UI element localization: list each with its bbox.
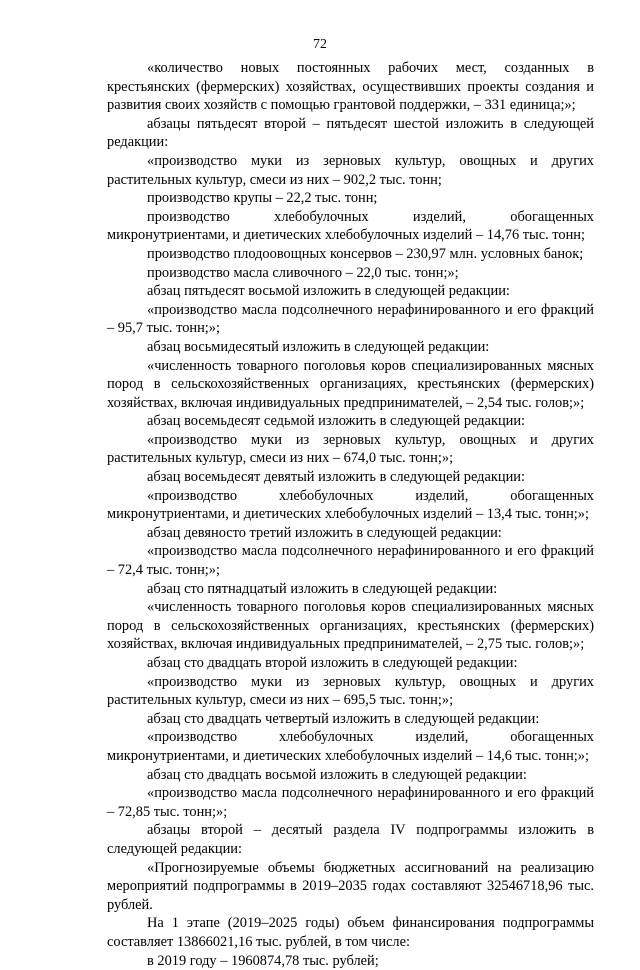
paragraph: На 1 этапе (2019–2025 годы) объем финансирования подпрограммы составляет 13866021,16 тыс. рублей, в том числе: [107,914,594,951]
paragraph: «количество новых постоянных рабочих мест, созданных в крестьянских (фермерских) хозяйствах, осуществивших проекты создания и развития своих хозяйств с помощью грантовой поддержки, – 331 единица;»; [107,59,594,115]
paragraph: абзац сто двадцать восьмой изложить в следующей редакции: [107,766,594,785]
paragraph: «производство масла подсолнечного нерафинированного и его фракций – 95,7 тыс. тонн;»; [107,301,594,338]
paragraph: «производство хлебобулочных изделий, обогащенных микронутриентами, и диетических хлебобулочных изделий – 13,4 тыс. тонн;»; [107,487,594,524]
paragraph: производство плодоовощных консервов – 230,97 млн. условных банок; [107,245,594,264]
paragraph: абзац восьмидесятый изложить в следующей редакции: [107,338,594,357]
page-number: 72 [0,37,640,53]
paragraph: «производство муки из зерновых культур, овощных и других растительных культур, смеси из них – 674,0 тыс. тонн;»; [107,431,594,468]
paragraph: абзац сто двадцать второй изложить в следующей редакции: [107,654,594,673]
paragraph: «Прогнозируемые объемы бюджетных ассигнований на реализацию мероприятий подпрограммы в 2019–2035 годах составляют 32546718,96 тыс. рублей. [107,859,594,915]
paragraph: «численность товарного поголовья коров специализированных мясных пород в сельскохозяйственных организациях, крестьянских (фермерских) хозяйствах, включая индивидуальных предпринимателей, – 2,75 тыс. голов;»; [107,598,594,654]
paragraph: абзацы второй – десятый раздела IV подпрограммы изложить в следующей редакции: [107,821,594,858]
paragraph: абзац восемьдесят седьмой изложить в следующей редакции: [107,412,594,431]
paragraph: производство крупы – 22,2 тыс. тонн; [107,189,594,208]
paragraph: абзац пятьдесят восьмой изложить в следующей редакции: [107,282,594,301]
paragraph: абзац сто пятнадцатый изложить в следующей редакции: [107,580,594,599]
paragraph: «производство муки из зерновых культур, овощных и других растительных культур, смеси из них – 902,2 тыс. тонн; [107,152,594,189]
paragraph: в 2019 году – 1960874,78 тыс. рублей; [107,952,594,970]
paragraph: абзац сто двадцать четвертый изложить в следующей редакции: [107,710,594,729]
paragraph: «производство масла подсолнечного нерафинированного и его фракций – 72,85 тыс. тонн;»; [107,784,594,821]
paragraph: производство хлебобулочных изделий, обогащенных микронутриентами, и диетических хлебобулочных изделий – 14,76 тыс. тонн; [107,208,594,245]
document-body [107,59,594,970]
paragraph: абзац восемьдесят девятый изложить в следующей редакции: [107,468,594,487]
paragraph: «численность товарного поголовья коров специализированных мясных пород в сельскохозяйственных организациях, крестьянских (фермерских) хозяйствах, включая индивидуальных предпринимателей, – 2,54 тыс. голов;»; [107,357,594,413]
paragraph: абзац девяносто третий изложить в следующей редакции: [107,524,594,543]
paragraph: абзацы пятьдесят второй – пятьдесят шестой изложить в следующей редакции: [107,115,594,152]
paragraph: «производство масла подсолнечного нерафинированного и его фракций – 72,4 тыс. тонн;»; [107,542,594,579]
paragraph: «производство хлебобулочных изделий, обогащенных микронутриентами, и диетических хлебобулочных изделий – 14,6 тыс. тонн;»; [107,728,594,765]
paragraph: производство масла сливочного – 22,0 тыс. тонн;»; [107,264,594,283]
paragraph: «производство муки из зерновых культур, овощных и других растительных культур, смеси из них – 695,5 тыс. тонн;»; [107,673,594,710]
